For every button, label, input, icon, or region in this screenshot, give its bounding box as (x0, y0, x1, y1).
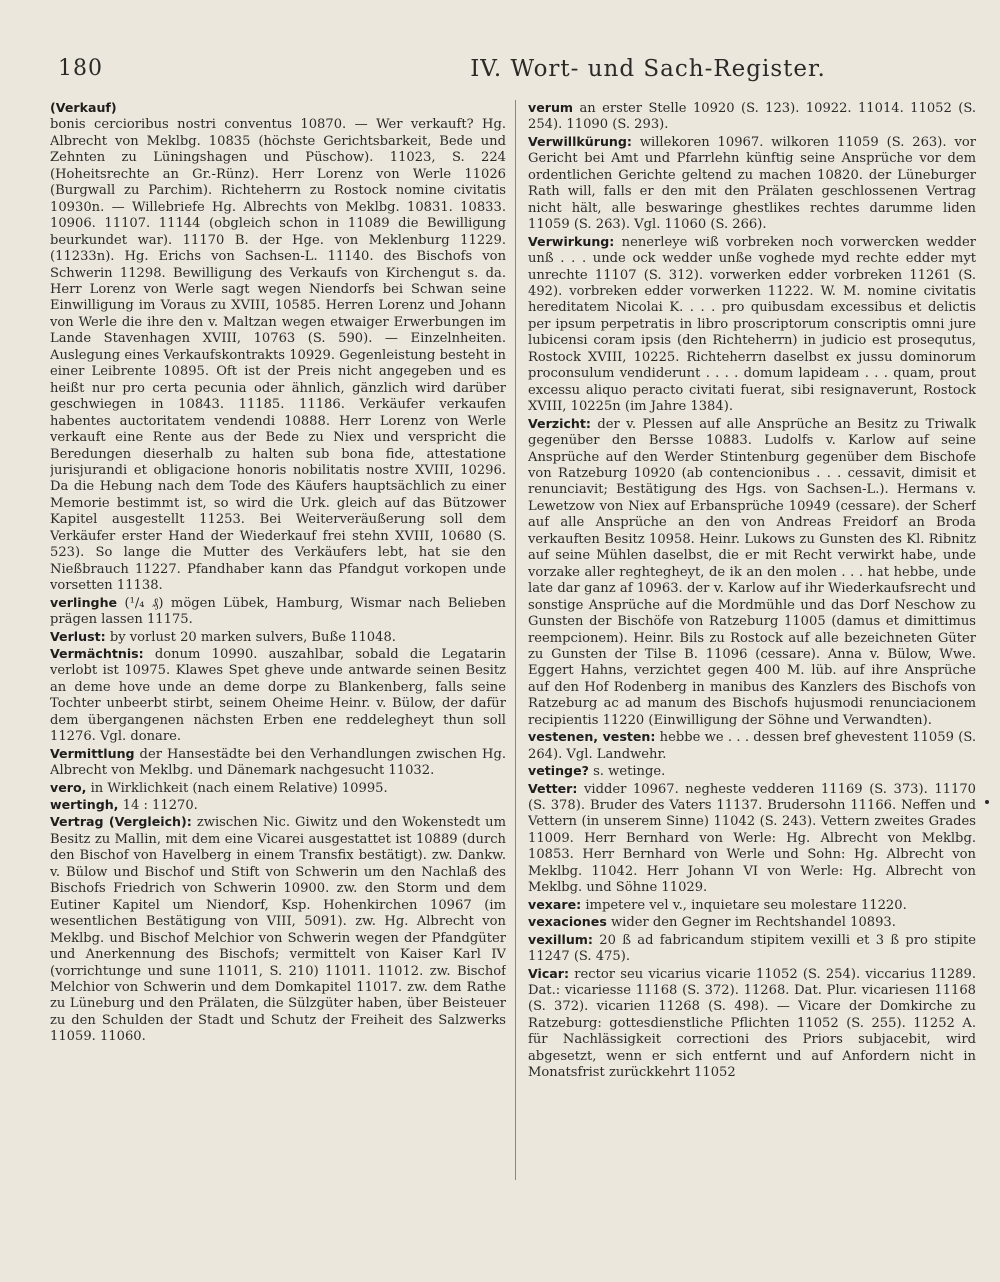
entry-text: vidder 10967. negheste vedderen 11169 (S. 373). 11170 (S. 378). Bruder des Vaters 11137. Brudersohn 11166. Neffen und Vettern (in unserem Sinne) 11042 (S. 243). Vettern zweites Grades 11009. Herr Bernhard von Werle: Hg. Albrecht von Meklbg. 10853. Herr Bernhard von Werle und Sohn: Hg. Albrecht von Meklbg. 11042. Herr Johann VI von Werle: Hg. Albrecht von Meklbg. und Söhne 11029. (528, 781, 976, 896)
register-entry (528, 729, 976, 763)
register-entry (528, 100, 976, 134)
entry-headword: Vicar: (528, 965, 570, 981)
register-entry (50, 797, 506, 814)
entry-headword: vestenen, vesten: (528, 729, 656, 745)
entry-headword: (Verkauf) (50, 100, 117, 115)
entry-text: s. wetinge. (588, 764, 666, 780)
entry-headword: Vermittlung (50, 745, 135, 761)
entry-headword: vexaciones (528, 914, 607, 930)
column-divider (515, 100, 516, 1180)
register-entry (528, 914, 976, 931)
register-entry (50, 117, 506, 594)
entry-text: der v. Plessen auf alle Ansprüche an Besitz zu Triwalk gegenüber den Bersse 10883. Ludolfs v. Karlow auf seine Ansprüche auf den Werder Stintenburg gegenüber dem Bischofe von Ratzeburg 10920 (ab contencionibus . . . cessavit, dimisit et renunciavit; Bestätigung des Hgs. von Sachsen-L.). Hermans v. Lewetzow von Niex auf Erbansprüche 10949 (cessare). der Scherf auf alle Ansprüche an den von Andreas Freidorf an Broda verkauften Besitz 10958. Heinr. Lukows zu Gunsten des Kl. Ribnitz auf seine Mühlen daselbst, die er mit Recht verwirkt habe, unde vorzake aller reghtegheyt, de ik an den molen . . . hat hebbe, unde late dar ganz af 10963. der v. Karlow auf ihr Wiederkaufsrecht und sonstige Ansprüche auf die Mordmühle und das Dorf Neschow zu Gunsten der Bischöfe von Ratzeburg 11005 (damus et dimittimus reempcionem). Heinr. Bils zu Rostock auf alle bezeichneten Güter zu Gunsten der Tilse B. 11096 (cessare). Anna v. Bülow, Wwe. Eggert Hahns, verzichtet gegen 400 M. lüb. auf ihre Ansprüche auf den Hof Rodenberg in manibus des Kanzlers des Bischofs von Ratzeburg ac ad manum des Bischofs hujusmodi renunciacionem recipientis 11220 (Einwilligung der Söhne und Verwandten). (528, 416, 976, 728)
entry-text: zwischen Nic. Giwitz und den Wokenstedt um Besitz zu Mallin, mit dem eine Vicarei ausgestattet ist 10889 (durch den Bischof von Havelberg in einem Transfix bestätigt). zw. Dankw. v. Bülow und Bischof und Stift von Schwerin um den Nachlaß des Bischofs Friedrich von Schwerin 10900. zw. den Storm und dem Eutiner Kapitel um Niendorf, Ksp. Hohenkirchen 10967 (im wesentlichen Bestätigung von VIII, 5091). zw. Hg. Albrecht von Meklbg. und Bischof Melchior von Schwerin wegen der Pfandgüter und Anerkennung des Bischofs; vermittelt von Kaiser Karl IV (vorrichtunge und sune 11011, S. 210) 11011. 11012. zw. Bischof Melchior von Schwerin und dem Domkapitel 11017. zw. dem Rathe zu Lüneburg und den Prälaten, die Sülzgüter haben, über Beisteuer zu den Schulden der Stadt und Schutz der Freiheit des Salzwerks 11059. 11060. (50, 815, 506, 1045)
entry-headword: Vetter: (528, 780, 578, 796)
left-column (50, 100, 506, 1190)
entry-text: (¹/₄ ₰) mögen Lübek, Hamburg, Wismar nach Belieben prägen lassen 11175. (50, 595, 506, 628)
register-entry (528, 763, 976, 780)
entry-text: donum 10990. auszahlbar, sobald die Legatarin verlobt ist 10975. Klawes Spet gheve unde antwarde seinen Besitz an deme hove unde an deme dorpe zu Blankenberg, falls seine Tochter unbeerbt stirbt, seinem Oheime Heinr. v. Bülow, der dafür dem übergangenen nächsten Erben ene reddelegheyt thun soll 11276. Vgl. donare. (50, 646, 506, 745)
entry-headword: verum (528, 100, 574, 115)
entry-text: der Hansestädte bei den Verhandlungen zwischen Hg. Albrecht von Meklbg. und Dänemark nachgesucht 11032. (50, 746, 506, 779)
register-entry (50, 629, 506, 646)
entry-text: willekoren 10967. wilkoren 11059 (S. 263). vor Gericht bei Amt und Pfarrlehn künftig seine Ansprüche vor dem ordentlichen Gerichte geltend zu machen 10820. der Lüneburger Rath will, falls er den mit den Prälaten geschlossenen Vertrag nicht hält, alle beswaringe ghestlikes rechtes darumme liden 11059 (S. 263). Vgl. 11060 (S. 266). (528, 134, 976, 233)
right-column (528, 100, 976, 1190)
register-entry (528, 966, 976, 1082)
margin-dot (985, 800, 989, 804)
page-number: 180 (58, 56, 103, 81)
entry-headword: Verlust: (50, 628, 106, 644)
running-title: IV. Wort- und Sach-Register. (470, 56, 826, 82)
entry-headword: Verzicht: (528, 415, 591, 431)
register-entry (528, 416, 976, 730)
register-entry (528, 932, 976, 966)
entry-text: 20 ß ad fabricandum stipitem vexilli et 3 ß pro stipite 11247 (S. 475). (528, 932, 976, 965)
register-entry (528, 234, 976, 416)
register-entry (50, 646, 506, 746)
entry-text: 14 : 11270. (118, 798, 198, 814)
entry-headword: verlinghe (50, 594, 118, 610)
entry-text: bonis cercioribus nostri conventus 10870. — Wer verkauft? Hg. Albrecht von Meklbg. 10835 (höchste Gerichtsbarkeit, Bede und Zehnten zu Lüningshagen und Püschow). 11023, S. 224 (Hoheitsrechte an Gr.-Rünz). Herr Lorenz von Werle 11026 (Burgwall zu Parchim). Richteherrn zu Rostock nomine civitatis 10930n. — Willebriefe Hg. Albrechts von Meklbg. 10831. 10833. 10906. 11107. 11144 (obgleich schon in 11089 die Bewilligung beurkundet war). 11170 B. der Hge. von Meklenburg 11229. (11233n). Hg. Erichs von Sachsen-L. 11140. des Bischofs von Schwerin 11298. Bewilligung des Verkaufs von Kirchengut s. da. Herr Lorenz von Werle sagt wegen Niendorfs bei Schwan seine Einwilligung im Voraus zu XVIII, 10585. Herren Lorenz und Johann von Werle die ihre den v. Maltzan wegen etwaiger Erwerbungen im Lande Stavenhagen XVIII, 10763 (S. 590). — Einzelnheiten. Auslegung eines Verkaufskontrakts 10929. Gegenleistung besteht in einer Leibrente 10895. Oft ist der Preis nicht angegeben und es heißt nur pro certa pecunia oder ähnlich, gänzlich wird darüber geschwiegen in 10843. 11185. 11186. Verkäufer verkaufen habentes auctoritatem vendendi 10888. Herr Lorenz von Werle verkauft eine Rente aus der Bede zu Niex und verspricht die Beredungen dieserhalb zu halten sub bona fide, attestatione jurisjurandi et obligacione honoris nobilitatis nostre XVIII, 10296. Da die Hebung nach dem Tode des Käufers hauptsächlich zu einer Memorie bestimmt ist, so wird die Urk. gleich auf das Bützower Kapitel ausgestellt 11253. Bei Weiterveräußerung soll dem Verkäufer erster Hand der Wiederkauf frei stehn XVIII, 10680 (S. 523). So lange die Mutter des Verkäufers lebt, hat sie den Nießbrauch 11227. Pfandhaber kann das Pfandgut vorkopen unde vorsetten 11138. (50, 117, 506, 594)
entry-headword: vetinge? (528, 763, 589, 779)
entry-headword: wertingh, (50, 797, 119, 813)
register-entry (50, 780, 506, 797)
entry-headword: vexare: (528, 896, 582, 912)
register-entry (528, 781, 976, 897)
entry-text: in Wirklichkeit (nach einem Relative) 10995. (86, 780, 388, 796)
register-entry (528, 134, 976, 234)
register-entry (50, 814, 506, 1045)
register-entry (50, 100, 506, 117)
register-entry (50, 595, 506, 629)
entry-headword: vero, (50, 779, 87, 795)
page-header (48, 52, 968, 92)
entry-text: rector seu vicarius vicarie 11052 (S. 254). viccarius 11289. Dat.: vicariesse 11168 (S. 372). 11268. Dat. Plur. vicariesen 11168 (S. 372). vicarien 11268 (S. 498). — Vicare der Domkirche zu Ratzeburg: gottesdienstliche Pflichten 11052 (S. 255). 11252 A. für Nachlässigkeit correctioni des Priors subjacebit, wird abgesetzt, wenn er sich entfernt und auf Anfordern nicht in Monatsfrist zurückkehrt 11052 (528, 966, 976, 1081)
entry-headword: Verwirkung: (528, 233, 615, 249)
entry-text: wider den Gegner im Rechtshandel 10893. (606, 915, 896, 931)
entry-headword: Vertrag (Vergleich): (50, 814, 192, 830)
entry-text: impetere vel v., inquietare seu molestare 11220. (581, 897, 907, 913)
entry-headword: vexillum: (528, 931, 593, 947)
entry-headword: Verwillkürung: (528, 133, 632, 149)
entry-text: hebbe we . . . dessen bref ghevestent 11059 (S. 264). Vgl. Landwehr. (528, 730, 976, 762)
register-entry (528, 897, 976, 914)
entry-headword: Vermächtnis: (50, 645, 144, 661)
register-entry (50, 746, 506, 780)
entry-text: an erster Stelle 10920 (S. 123). 10922. 11014. 11052 (S. 254). 11090 (S. 293). (528, 101, 976, 133)
entry-text: nenerleye wiß vorbreken noch vorwercken wedder unß . . . unde ock wedder unße voghede myd rechte edder myt unrechte 11107 (S. 312). vorwerken edder vorbreken 11261 (S. 492). vorbreken edder vorwerken 11222. W. M. nomine civitatis hereditatem Nicolai K. . . . pro quibusdam excessibus et delictis per ipsum perpetratis in libro proscriptorum conscriptis omni jure lubicensi coram ipsis (den Richteherrn) in judicio est prosequtus, Rostock XVIII, 10225. Richteherrn daselbst ex jussu dominorum proconsulum vendiderunt . . . . domum lapideam . . . quam, prout excessu aliquo peracto civitati fuerat, sibi resignaverunt, Rostock XVIII, 10225n (im Jahre 1384). (528, 234, 976, 415)
entry-text: by vorlust 20 marken sulvers, Buße 11048. (105, 629, 396, 645)
